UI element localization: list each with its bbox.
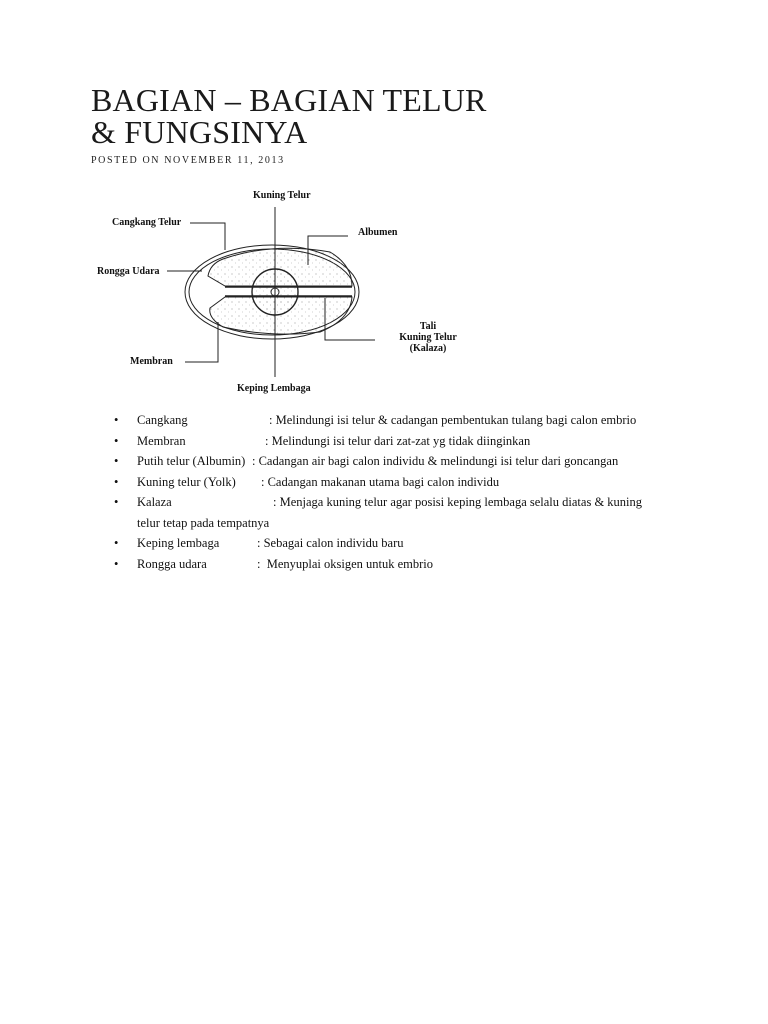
list-item [0, 474, 768, 490]
label-rongga-udara: Rongga Udara [97, 266, 160, 277]
item-description: : Menyuplai oksigen untuk embrio [257, 557, 434, 571]
bullet-icon: • [114, 536, 119, 550]
list-item [0, 494, 768, 510]
item-description: : Melindungi isi telur dari zat-zat yg tidak diinginkan [265, 434, 531, 448]
label-kuning-telur: Kuning Telur [253, 190, 311, 201]
label-tali-line-3: (Kalaza) [409, 343, 447, 354]
list-item [0, 433, 768, 449]
posted-date: POSTED ON NOVEMBER 11, 2013 [91, 155, 285, 166]
item-description: : Cadangan air bagi calon individu & melindungi isi telur dari goncangan [252, 454, 619, 468]
item-label: Kuning telur (Yolk) [137, 475, 236, 489]
label-tali-kuning-telur [383, 321, 473, 354]
page-title-line-1: BAGIAN – BAGIAN TELUR [91, 82, 487, 118]
bullet-icon: • [114, 413, 119, 427]
item-label: Cangkang [137, 413, 188, 427]
egg-illustration [90, 180, 470, 400]
list-item [0, 412, 768, 428]
list-item [0, 556, 768, 572]
label-cangkang-telur: Cangkang Telur [112, 217, 182, 228]
label-keping-lembaga: Keping Lembaga [237, 383, 311, 394]
item-description: : Sebagai calon individu baru [257, 536, 404, 550]
egg-diagram [90, 180, 470, 400]
bullet-icon: • [114, 557, 119, 571]
label-albumen: Albumen [358, 227, 398, 238]
item-label: Rongga udara [137, 557, 207, 571]
item-description: : Melindungi isi telur & cadangan pembentukan tulang bagi calon embrio [269, 413, 637, 427]
list-item [0, 535, 768, 551]
list-item-continuation [0, 515, 768, 531]
item-label: Putih telur (Albumin) [137, 454, 246, 468]
list-item [0, 453, 768, 469]
bullet-icon: • [114, 454, 119, 468]
item-label: Kalaza [137, 495, 172, 509]
page-title-line-2: & FUNGSINYA [91, 114, 308, 150]
item-description: : Menjaga kuning telur agar posisi keping lembaga selalu diatas & kuning [273, 495, 643, 509]
label-tali-line-1: Tali [419, 321, 437, 332]
label-membran: Membran [130, 356, 173, 367]
bullet-icon: • [114, 475, 119, 489]
item-description: : Cadangan makanan utama bagi calon individu [261, 475, 500, 489]
bullet-icon: • [114, 495, 119, 509]
label-tali-line-2: Kuning Telur [399, 332, 457, 343]
item-label: Keping lembaga [137, 536, 220, 550]
item-label: Membran [137, 434, 186, 448]
bullet-icon: • [114, 434, 119, 448]
item-description-continued: telur tetap pada tempatnya [137, 516, 270, 530]
